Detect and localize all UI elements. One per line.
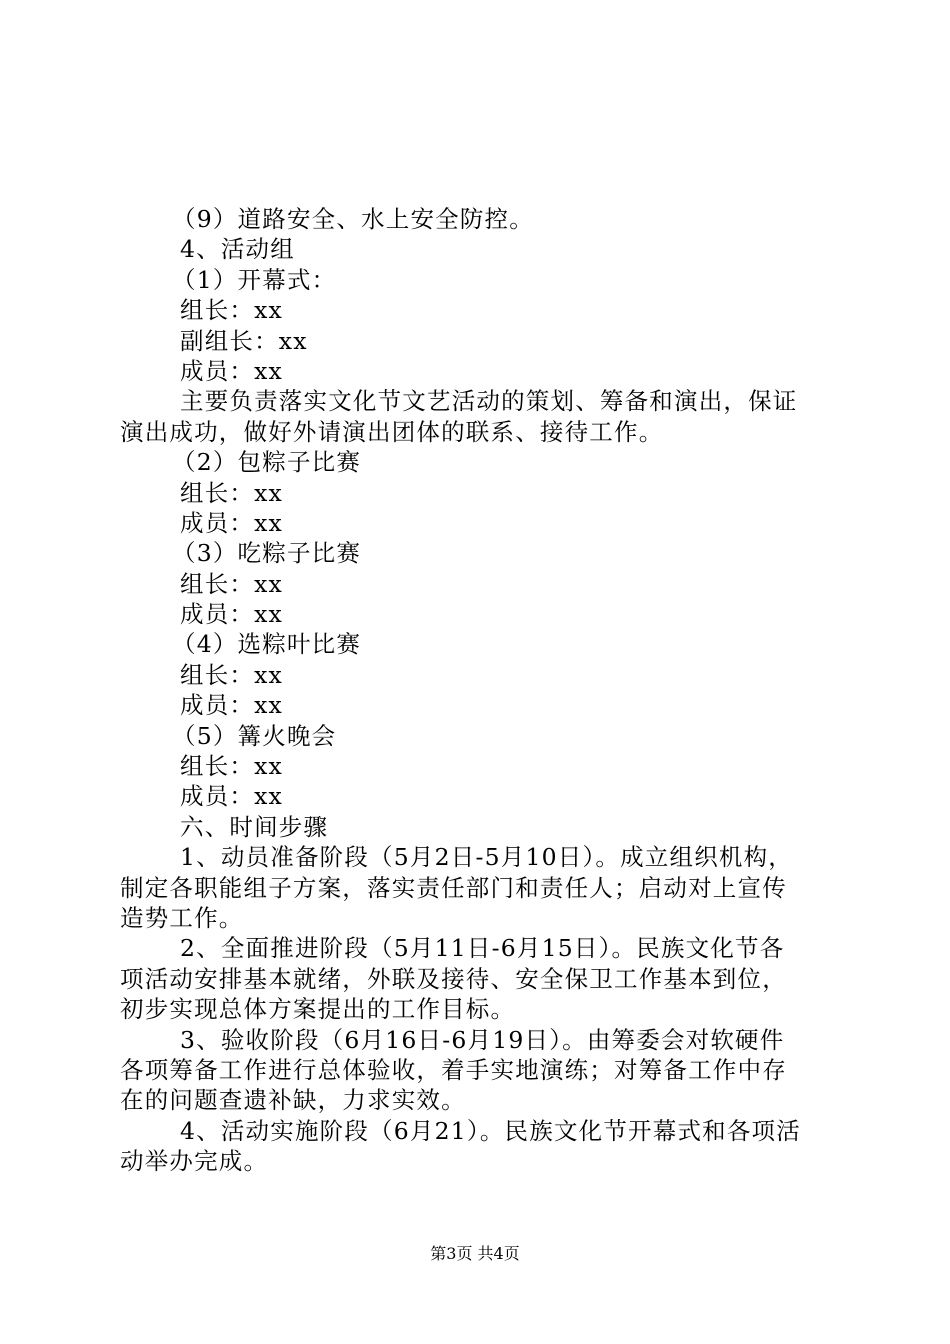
text-line: 2、全面推进阶段（5月11日-6月15日）。民族文化节各 [180, 934, 785, 963]
text-line: 4、活动实施阶段（6月21）。民族文化节开幕式和各项活 [180, 1116, 801, 1145]
text-line: （9）道路安全、水上安全防控。 [172, 205, 534, 233]
text-line: 在的问题查遗补缺，力求实效。 [120, 1086, 466, 1115]
text-line: （2）包粽子比赛 [172, 448, 362, 477]
text-line: （4）选粽叶比赛 [172, 630, 362, 659]
text-line: 3、验收阶段（6月16日-6月19日）。由筹委会对软硬件 [180, 1025, 785, 1054]
text-line: 成员：xx [180, 782, 284, 811]
text-line: 组长：xx [180, 296, 284, 325]
text-line: 造势工作。 [120, 903, 244, 932]
text-line: 主要负责落实文化节文艺活动的策划、筹备和演出，保证 [180, 387, 798, 416]
text-line: 成员：xx [180, 600, 284, 629]
text-line: 成员：xx [180, 691, 284, 720]
text-line: 1、动员准备阶段（5月2日-5月10日）。成立组织机构， [180, 843, 793, 872]
text-line: 演出成功，做好外请演出团体的联系、接待工作。 [120, 417, 664, 446]
text-line: 各项筹备工作进行总体验收，着手实地演练；对筹备工作中存 [120, 1055, 787, 1084]
page-footer: 第3页 共4页 [430, 1244, 520, 1263]
text-line: 成员：xx [180, 508, 284, 537]
text-line: 制定各职能组子方案，落实责任部门和责任人；启动对上宣传 [120, 873, 787, 902]
text-line: 组长：xx [180, 569, 284, 598]
text-line: （3）吃粽子比赛 [172, 539, 362, 568]
text-line: 4、活动组 [180, 235, 295, 264]
document-body [120, 204, 832, 1177]
text-line: （1）开幕式： [172, 265, 337, 294]
text-line: 副组长：xx [180, 326, 308, 355]
text-line: （5）篝火晚会 [172, 721, 337, 750]
text-line: 项活动安排基本就绪，外联及接待、安全保卫工作基本到位， [120, 964, 787, 993]
text-line: 组长：xx [180, 478, 284, 507]
text-line: 初步实现总体方案提出的工作目标。 [120, 995, 516, 1024]
text-line: 六、时间步骤 [180, 812, 329, 841]
text-line: 成员：xx [180, 356, 284, 385]
text-line: 组长：xx [180, 660, 284, 689]
text-line: 组长：xx [180, 752, 284, 781]
text-line: 动举办完成。 [120, 1147, 269, 1176]
